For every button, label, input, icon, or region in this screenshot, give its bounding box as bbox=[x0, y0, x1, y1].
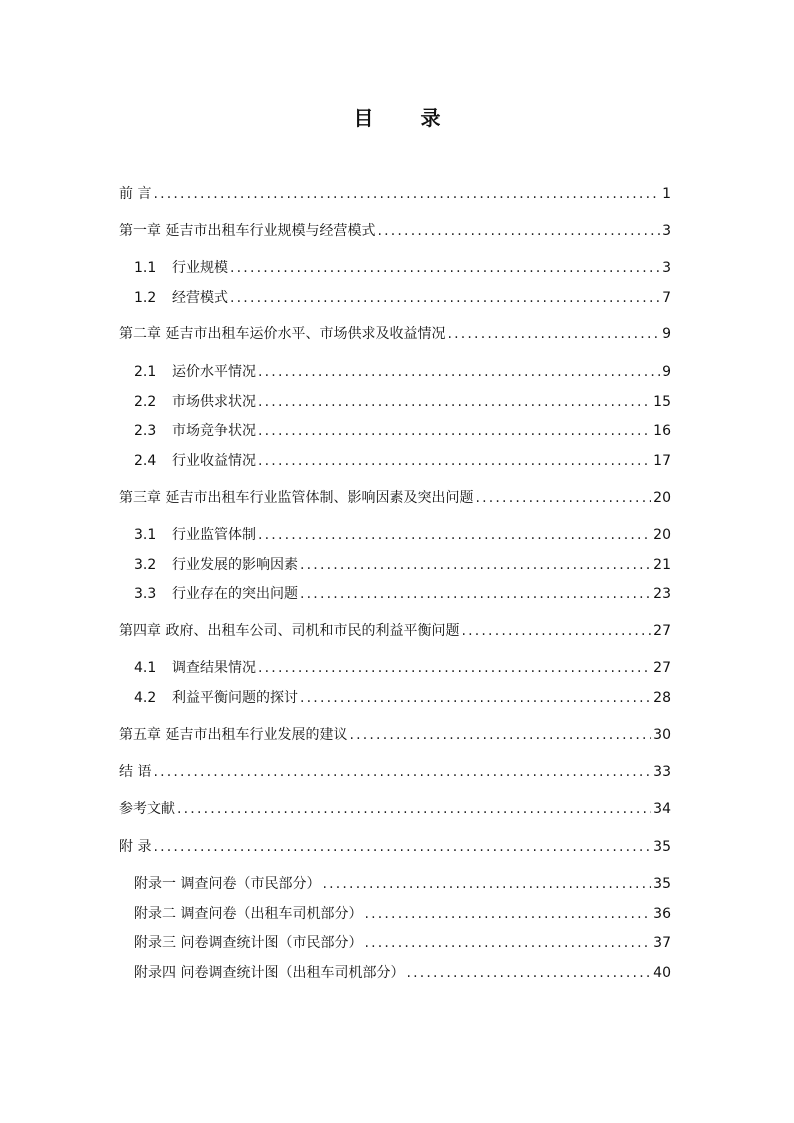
section-number: 4.1 bbox=[134, 660, 157, 676]
toc-entry[interactable] bbox=[119, 620, 671, 642]
dot-leader bbox=[364, 903, 651, 925]
page-number: 3 bbox=[662, 223, 671, 239]
entry-title: 市场竞争状况 bbox=[172, 423, 256, 439]
page-number: 27 bbox=[653, 623, 671, 639]
dot-leader bbox=[258, 391, 651, 413]
dot-leader bbox=[153, 761, 651, 783]
page-number: 20 bbox=[653, 527, 671, 543]
entry-title: 市场供求状况 bbox=[172, 394, 256, 410]
entry-title: 利益平衡问题的探讨 bbox=[172, 690, 298, 706]
toc-entry[interactable] bbox=[134, 257, 671, 279]
entry-title: 经营模式 bbox=[172, 290, 228, 306]
section-number: 1.1 bbox=[134, 260, 157, 276]
dot-leader bbox=[406, 962, 651, 984]
entry-title: 运价水平情况 bbox=[172, 364, 256, 380]
page-number: 15 bbox=[653, 394, 671, 410]
entry-title: 参考文献 bbox=[119, 801, 175, 817]
entry-title: 行业监管体制 bbox=[172, 527, 256, 543]
page-number: 7 bbox=[662, 290, 671, 306]
page-number: 30 bbox=[653, 727, 671, 743]
section-number: 2.4 bbox=[134, 453, 157, 469]
section-number: 2.1 bbox=[134, 364, 157, 380]
entry-title: 第一章 延吉市出租车行业规模与经营模式 bbox=[119, 223, 376, 239]
page-number: 23 bbox=[653, 586, 671, 602]
toc-entry[interactable] bbox=[134, 391, 671, 413]
dot-leader bbox=[300, 554, 651, 576]
entry-title: 附录一 调查问卷（市民部分） bbox=[134, 876, 321, 892]
entry-title: 附 录 bbox=[119, 839, 152, 855]
dot-leader bbox=[177, 798, 651, 820]
toc-entry[interactable] bbox=[119, 761, 671, 783]
entry-title: 行业收益情况 bbox=[172, 453, 256, 469]
page-number: 35 bbox=[653, 876, 671, 892]
toc-entry[interactable] bbox=[134, 657, 671, 679]
dot-leader bbox=[258, 420, 651, 442]
toc-entry[interactable] bbox=[119, 798, 671, 820]
page-number: 9 bbox=[662, 326, 671, 342]
toc-entry[interactable] bbox=[134, 554, 671, 576]
dot-leader bbox=[322, 873, 651, 895]
page-number: 17 bbox=[653, 453, 671, 469]
toc-entry[interactable] bbox=[134, 962, 671, 984]
entry-title: 第二章 延吉市出租车运价水平、市场供求及收益情况 bbox=[119, 326, 446, 342]
entry-title: 第五章 延吉市出租车行业发展的建议 bbox=[119, 727, 348, 743]
toc-entry[interactable] bbox=[134, 287, 671, 309]
entry-title: 调查结果情况 bbox=[172, 660, 256, 676]
toc-entry[interactable] bbox=[134, 687, 671, 709]
section-number: 4.2 bbox=[134, 690, 157, 706]
dot-leader bbox=[349, 724, 651, 746]
page-number: 33 bbox=[653, 764, 671, 780]
section-number: 3.2 bbox=[134, 557, 157, 573]
dot-leader bbox=[300, 583, 651, 605]
toc-title: 目 录 bbox=[353, 106, 461, 130]
dot-leader bbox=[461, 620, 651, 642]
dot-leader bbox=[258, 450, 651, 472]
page-number: 36 bbox=[653, 906, 671, 922]
toc-entry[interactable] bbox=[119, 724, 671, 746]
toc-entry[interactable] bbox=[119, 183, 671, 205]
dot-leader bbox=[230, 287, 660, 309]
entry-title: 附录二 调查问卷（出租车司机部分） bbox=[134, 906, 363, 922]
entry-title: 行业规模 bbox=[172, 260, 228, 276]
section-number: 1.2 bbox=[134, 290, 157, 306]
dot-leader bbox=[230, 257, 660, 279]
entry-title: 前 言 bbox=[119, 186, 152, 202]
page-number: 9 bbox=[662, 364, 671, 380]
toc-entry[interactable] bbox=[119, 323, 671, 345]
entry-title: 行业发展的影响因素 bbox=[172, 557, 298, 573]
dot-leader bbox=[153, 836, 651, 858]
dot-leader bbox=[364, 932, 651, 954]
toc-entry[interactable] bbox=[134, 873, 671, 895]
page-number: 21 bbox=[653, 557, 671, 573]
toc-entry[interactable] bbox=[134, 524, 671, 546]
page-number: 3 bbox=[662, 260, 671, 276]
dot-leader bbox=[447, 323, 660, 345]
entry-title: 第四章 政府、出租车公司、司机和市民的利益平衡问题 bbox=[119, 623, 460, 639]
toc-entry[interactable] bbox=[134, 903, 671, 925]
toc-entry[interactable] bbox=[134, 420, 671, 442]
page-number: 16 bbox=[653, 423, 671, 439]
entry-title: 结 语 bbox=[119, 764, 152, 780]
toc-entry[interactable] bbox=[134, 361, 671, 383]
dot-leader bbox=[475, 487, 651, 509]
entry-title: 附录三 问卷调查统计图（市民部分） bbox=[134, 935, 363, 951]
page-number: 28 bbox=[653, 690, 671, 706]
toc-entry[interactable] bbox=[119, 487, 671, 509]
page-number: 20 bbox=[653, 490, 671, 506]
toc-entry[interactable] bbox=[119, 836, 671, 858]
section-number: 2.2 bbox=[134, 394, 157, 410]
entry-title: 第三章 延吉市出租车行业监管体制、影响因素及突出问题 bbox=[119, 490, 474, 506]
page-number: 27 bbox=[653, 660, 671, 676]
page-number: 34 bbox=[653, 801, 671, 817]
section-number: 2.3 bbox=[134, 423, 157, 439]
dot-leader bbox=[300, 687, 651, 709]
toc-entry[interactable] bbox=[119, 220, 671, 242]
toc-entry[interactable] bbox=[134, 583, 671, 605]
section-number: 3.3 bbox=[134, 586, 157, 602]
page-number: 35 bbox=[653, 839, 671, 855]
dot-leader bbox=[153, 183, 660, 205]
dot-leader bbox=[377, 220, 660, 242]
toc-entry[interactable] bbox=[134, 932, 671, 954]
dot-leader bbox=[258, 657, 651, 679]
section-number: 3.1 bbox=[134, 527, 157, 543]
dot-leader bbox=[258, 361, 660, 383]
page-number: 1 bbox=[662, 186, 671, 202]
entry-title: 附录四 问卷调查统计图（出租车司机部分） bbox=[134, 965, 405, 981]
entry-title: 行业存在的突出问题 bbox=[172, 586, 298, 602]
toc-entry[interactable] bbox=[134, 450, 671, 472]
page-number: 40 bbox=[653, 965, 671, 981]
dot-leader bbox=[258, 524, 651, 546]
page-number: 37 bbox=[653, 935, 671, 951]
